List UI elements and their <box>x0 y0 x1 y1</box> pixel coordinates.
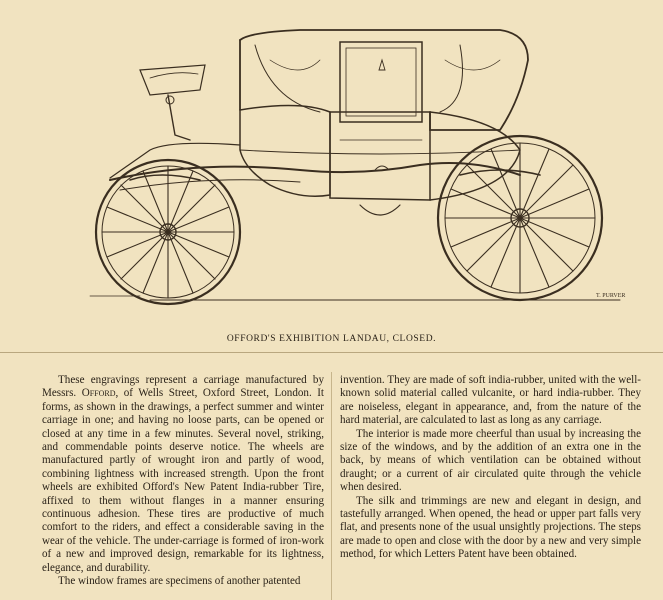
text-column-right <box>340 374 641 562</box>
perch <box>110 163 520 180</box>
text-column-left <box>42 374 324 589</box>
caption-rule <box>0 352 663 353</box>
rear-wheel <box>438 136 602 300</box>
column-divider <box>331 372 332 600</box>
paragraph: invention. They are made of soft india-rubber, united with the well-known solid material called vulcanite, or hard india-rubber. They are noiseless, elegant in appearance, and, from the nature of the hard material, are calculated to last as long as any carriage. <box>340 374 641 427</box>
door-window <box>340 42 422 122</box>
front-wheel <box>96 160 240 304</box>
paragraph: The window frames are specimens of another patented <box>58 575 301 588</box>
carriage-door <box>330 112 430 200</box>
carriage-hood <box>240 30 528 130</box>
paragraph: The interior is made more cheerful than usual by increasing the size of the windows, and by the addition of an extra one in the back, by means of which ventilation can be obtained without draught; or a current of air circulated quite through the vehicle when desired. <box>340 427 641 494</box>
paragraph: These engravings represent a carriage manufactured by Messrs. Offord, of Wells Street, Oxford Street, London. It forms, as shown in the drawings, a perfect summer and winter carriage in one; and having no loose parts, can be opened or closed at any time in a few minutes. Several novel, striking, and commendable points deserve notice. The wheels are manufactured partly of wrought iron and partly of wood, combining lightness with increased strength. Upon the front wheels are exhibited Offord's New Patent India-rubber Tire, affixed to them without flanges in a manner ensuring continuous adhesion. These tires are productive of much comfort to the riders, and effect a considerable saving in the wear of the vehicle. The under-carriage is formed of iron-work of a new and improved design, remarkable for its lightness, elegance, and durability. <box>42 374 324 574</box>
figure-caption: OFFORD'S EXHIBITION LANDAU, CLOSED. <box>226 334 437 344</box>
maker-name: Offord <box>81 387 116 400</box>
coachman-seat <box>140 65 205 95</box>
paragraph: The silk and trimmings are new and elegant in design, and tastefully arranged. When opened, the head or upper part falls very flat, and presents none of the usual unsightly projections. The steps are made to open and close with the door by a new and very simple method, for which Letters Patent have been obtained. <box>340 494 641 561</box>
engraver-signature: T. PURVER <box>596 293 626 299</box>
carriage-step <box>360 205 400 215</box>
